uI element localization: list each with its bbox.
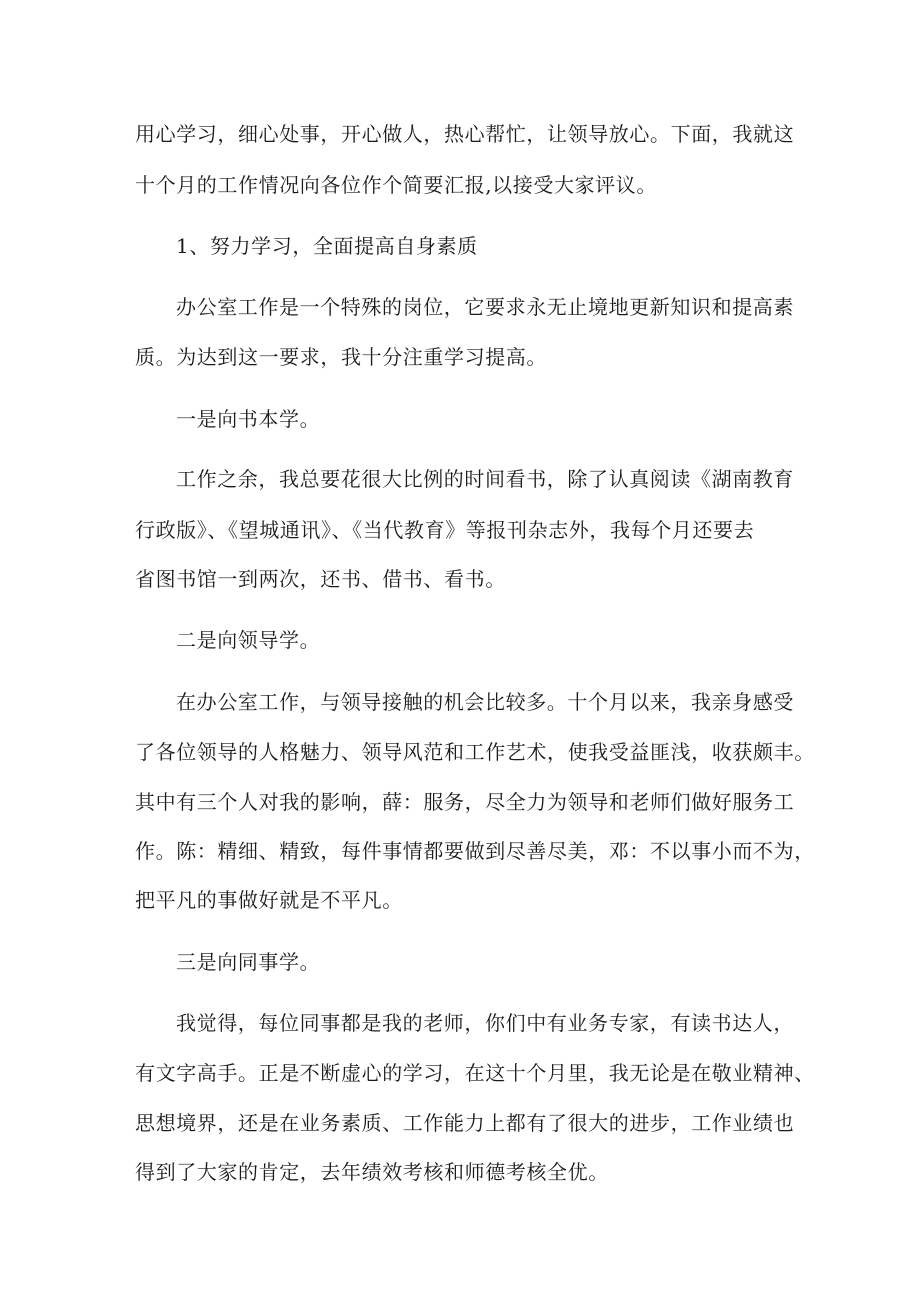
subheading: 三是向同事学。: [176, 950, 321, 974]
subheading: 二是向领导学。: [176, 628, 321, 652]
paragraph-line: 工作之余，我总要花很大比例的时间看书，除了认真阅读《湖南教育: [176, 467, 794, 491]
paragraph-line: 有文字高手。正是不断虚心的学习，在这十个月里，我无论是在敬业精神、: [135, 1061, 815, 1085]
subheading: 一是向书本学。: [176, 407, 321, 431]
paragraph-line: 省图书馆一到两次，还书、借书、看书。: [135, 567, 506, 591]
paragraph-line: 办公室工作是一个特殊的岗位，它要求永无止境地更新知识和提高素: [176, 295, 794, 319]
paragraph-line: 得到了大家的肯定，去年绩效考核和师德考核全优。: [135, 1160, 609, 1184]
paragraph-line: 作。陈：精细、精致，每件事情都要做到尽善尽美，邓：不以事小而不为，: [135, 839, 815, 863]
paragraph-line: 十个月的工作情况向各位作个简要汇报,以接受大家评议。: [135, 173, 657, 197]
paragraph-line: 我觉得，每位同事都是我的老师，你们中有业务专家，有读书达人，: [176, 1011, 794, 1035]
paragraph-line: 用心学习，细心处事，开心做人，热心帮忙，让领导放心。下面，我就这: [135, 122, 795, 146]
paragraph-line: 思想境界，还是在业务素质、工作能力上都有了很大的进步，工作业绩也: [135, 1111, 795, 1135]
paragraph-line: 把平凡的事做好就是不平凡。: [135, 888, 403, 912]
paragraph-line: 在办公室工作，与领导接触的机会比较多。十个月以来，我亲身感受: [176, 690, 794, 714]
paragraph-line: 质。为达到这一要求，我十分注重学习提高。: [135, 345, 547, 369]
section-heading: 1、努力学习，全面提高自身素质: [176, 234, 478, 258]
paragraph-line: 行政版》、《望城通讯》、《当代教育》等报刊杂志外，我每个月还要去: [135, 518, 755, 542]
paragraph-line: 了各位领导的人格魅力、领导风范和工作艺术，使我受益匪浅，收获颇丰。: [135, 740, 815, 764]
paragraph-line: 其中有三个人对我的影响，薛：服务，尽全力为领导和老师们做好服务工: [135, 790, 795, 814]
